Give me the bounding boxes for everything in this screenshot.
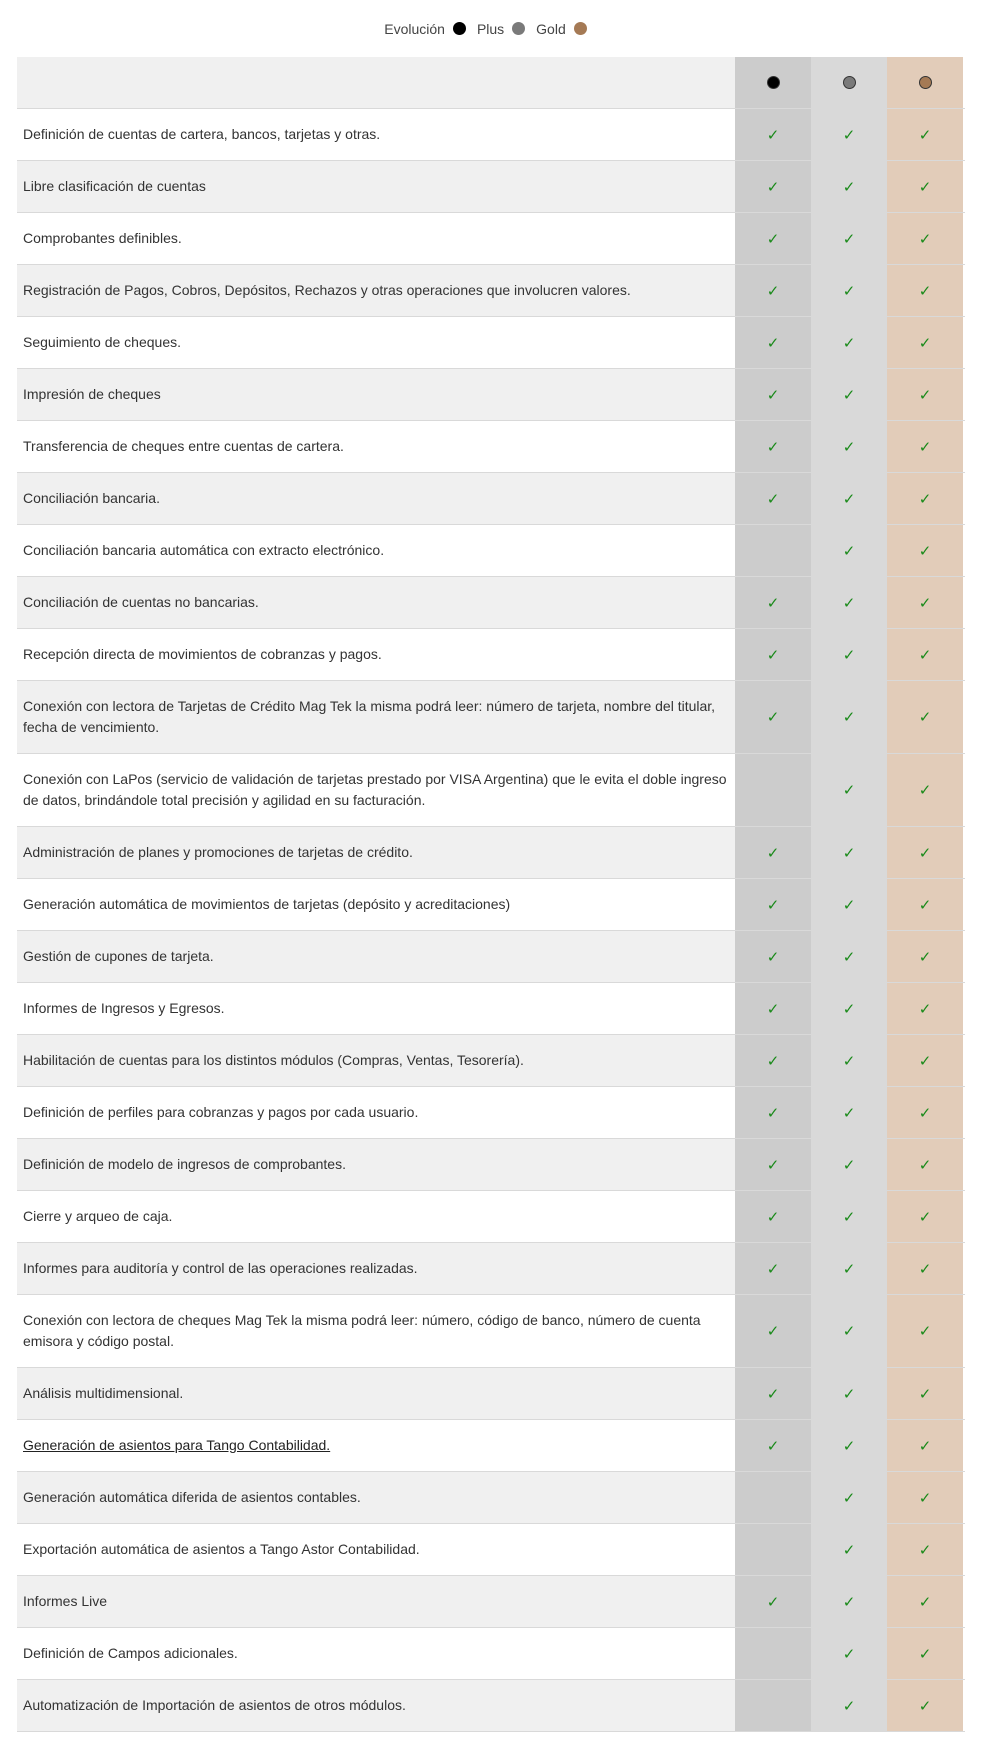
check-icon: ✓ — [918, 1260, 932, 1278]
gold-cell — [887, 1087, 963, 1138]
evolucion-cell — [735, 1139, 811, 1190]
feature-label: Informes Live — [23, 1593, 108, 1609]
gold-cell — [887, 1035, 963, 1086]
check-icon: ✓ — [842, 438, 856, 456]
table-row — [17, 1576, 965, 1628]
evolucion-cell — [735, 1191, 811, 1242]
gold-cell — [887, 1628, 963, 1679]
feature-label-cell — [17, 577, 735, 628]
plus-cell — [811, 1420, 887, 1471]
evolucion-cell — [735, 1680, 811, 1731]
evolucion-cell — [735, 161, 811, 212]
feature-label-cell — [17, 931, 735, 982]
feature-label-cell — [17, 1420, 735, 1471]
check-icon: ✓ — [918, 1437, 932, 1455]
plus-cell — [811, 983, 887, 1034]
gold-cell — [887, 265, 963, 316]
check-icon: ✓ — [766, 1260, 780, 1278]
check-icon: ✓ — [918, 178, 932, 196]
feature-label: Informes para auditoría y control de las operaciones realizadas. — [23, 1260, 418, 1276]
check-icon: ✓ — [766, 1000, 780, 1018]
table-row — [17, 369, 965, 421]
feature-label: Informes de Ingresos y Egresos. — [23, 1000, 225, 1016]
evolucion-cell — [735, 879, 811, 930]
check-icon: ✓ — [842, 542, 856, 560]
table-row — [17, 754, 965, 827]
gold-cell — [887, 1139, 963, 1190]
check-icon: ✓ — [918, 844, 932, 862]
header-plus-cell — [811, 57, 887, 108]
check-icon: ✓ — [766, 844, 780, 862]
plus-cell — [811, 213, 887, 264]
plus-cell — [811, 827, 887, 878]
feature-label: Conexión con lectora de Tarjetas de Crédito Mag Tek la misma podrá leer: número de tarjeta, nombre del titular, fecha de vencimiento. — [23, 698, 716, 735]
check-icon: ✓ — [766, 1593, 780, 1611]
evolucion-cell — [735, 213, 811, 264]
check-icon: ✓ — [766, 594, 780, 612]
plus-cell — [811, 1243, 887, 1294]
feature-label: Generación automática diferida de asientos contables. — [23, 1489, 361, 1505]
feature-label-cell — [17, 1576, 735, 1627]
check-icon: ✓ — [918, 1104, 932, 1122]
plus-cell — [811, 1524, 887, 1575]
check-icon: ✓ — [842, 1156, 856, 1174]
feature-label-cell — [17, 213, 735, 264]
check-icon: ✓ — [918, 1697, 932, 1715]
feature-label: Conciliación bancaria automática con extracto electrónico. — [23, 542, 385, 558]
plus-cell — [811, 754, 887, 826]
table-row — [17, 1295, 965, 1368]
table-row — [17, 629, 965, 681]
check-icon: ✓ — [918, 386, 932, 404]
feature-label: Cierre y arqueo de caja. — [23, 1208, 173, 1224]
evolucion-dot-icon — [767, 76, 780, 89]
feature-label: Definición de modelo de ingresos de comprobantes. — [23, 1156, 346, 1172]
check-icon: ✓ — [842, 1541, 856, 1559]
plus-cell — [811, 1576, 887, 1627]
check-icon: ✓ — [918, 948, 932, 966]
check-icon: ✓ — [766, 438, 780, 456]
evolucion-cell — [735, 1035, 811, 1086]
plus-cell — [811, 1295, 887, 1367]
gold-cell — [887, 983, 963, 1034]
evolucion-cell — [735, 577, 811, 628]
check-icon: ✓ — [842, 709, 856, 726]
gold-dot-icon — [574, 22, 587, 35]
plus-cell — [811, 879, 887, 930]
check-icon: ✓ — [842, 1052, 856, 1070]
check-icon: ✓ — [766, 178, 780, 196]
evolucion-cell — [735, 827, 811, 878]
gold-cell — [887, 681, 963, 753]
feature-label-cell — [17, 1243, 735, 1294]
plus-cell — [811, 1472, 887, 1523]
table-row — [17, 1472, 965, 1524]
plus-dot-icon — [843, 76, 856, 89]
feature-label: Gestión de cupones de tarjeta. — [23, 948, 214, 964]
gold-cell — [887, 473, 963, 524]
feature-label: Generación automática de movimientos de tarjetas (depósito y acreditaciones) — [23, 896, 511, 912]
feature-label: Exportación automática de asientos a Tango Astor Contabilidad. — [23, 1541, 420, 1557]
table-row — [17, 1420, 965, 1472]
evolucion-cell — [735, 754, 811, 826]
check-icon: ✓ — [766, 1437, 780, 1455]
check-icon: ✓ — [842, 1697, 856, 1715]
table-header-row — [17, 57, 965, 109]
plus-cell — [811, 109, 887, 160]
check-icon: ✓ — [918, 1208, 932, 1226]
legend-label-evolucion: Evolución — [384, 20, 445, 37]
feature-label-cell — [17, 827, 735, 878]
table-row — [17, 1243, 965, 1295]
check-icon: ✓ — [918, 230, 932, 248]
feature-label-cell — [17, 681, 735, 753]
gold-cell — [887, 1243, 963, 1294]
feature-label-cell — [17, 879, 735, 930]
feature-label-cell — [17, 421, 735, 472]
check-icon: ✓ — [918, 1593, 932, 1611]
table-row — [17, 1139, 965, 1191]
feature-label-cell — [17, 369, 735, 420]
table-row — [17, 109, 965, 161]
feature-label-cell — [17, 1680, 735, 1731]
feature-label-cell — [17, 1524, 735, 1575]
feature-label-cell — [17, 1139, 735, 1190]
check-icon: ✓ — [842, 178, 856, 196]
feature-label-cell — [17, 161, 735, 212]
evolucion-cell — [735, 1628, 811, 1679]
check-icon: ✓ — [842, 282, 856, 300]
gold-cell — [887, 525, 963, 576]
feature-label-cell — [17, 1295, 735, 1367]
evolucion-cell — [735, 109, 811, 160]
check-icon: ✓ — [842, 1645, 856, 1663]
evolucion-cell — [735, 265, 811, 316]
check-icon: ✓ — [842, 334, 856, 352]
gold-cell — [887, 1472, 963, 1523]
feature-label-cell — [17, 1368, 735, 1419]
plus-cell — [811, 265, 887, 316]
table-row — [17, 317, 965, 369]
evolucion-cell — [735, 1368, 811, 1419]
check-icon: ✓ — [766, 646, 780, 664]
gold-cell — [887, 1524, 963, 1575]
feature-label-cell — [17, 525, 735, 576]
evolucion-cell — [735, 629, 811, 680]
plus-cell — [811, 369, 887, 420]
gold-cell — [887, 161, 963, 212]
plus-cell — [811, 421, 887, 472]
table-row — [17, 1087, 965, 1139]
feature-label: Impresión de cheques — [23, 386, 161, 402]
check-icon: ✓ — [766, 1385, 780, 1403]
evolucion-cell — [735, 1524, 811, 1575]
feature-link[interactable]: Generación de asientos para Tango Contabilidad. — [23, 1437, 331, 1453]
table-row — [17, 827, 965, 879]
table-row — [17, 161, 965, 213]
legend-label-gold: Gold — [536, 20, 566, 37]
check-icon: ✓ — [842, 1323, 856, 1340]
evolucion-cell — [735, 369, 811, 420]
check-icon: ✓ — [766, 709, 780, 726]
plus-cell — [811, 629, 887, 680]
table-row — [17, 1191, 965, 1243]
gold-cell — [887, 1680, 963, 1731]
table-row — [17, 265, 965, 317]
check-icon: ✓ — [918, 282, 932, 300]
feature-label-cell — [17, 1035, 735, 1086]
feature-comparison-table — [17, 57, 965, 1732]
feature-label: Comprobantes definibles. — [23, 230, 182, 246]
check-icon: ✓ — [766, 948, 780, 966]
feature-label: Seguimiento de cheques. — [23, 334, 181, 350]
check-icon: ✓ — [766, 230, 780, 248]
legend-label-plus: Plus — [476, 20, 505, 37]
check-icon: ✓ — [918, 594, 932, 612]
check-icon: ✓ — [766, 386, 780, 404]
gold-cell — [887, 577, 963, 628]
feature-label-cell — [17, 265, 735, 316]
gold-cell — [887, 1191, 963, 1242]
check-icon: ✓ — [766, 126, 780, 144]
table-row — [17, 577, 965, 629]
plus-cell — [811, 931, 887, 982]
check-icon: ✓ — [918, 1000, 932, 1018]
check-icon: ✓ — [842, 1385, 856, 1403]
gold-cell — [887, 213, 963, 264]
gold-cell — [887, 1295, 963, 1367]
check-icon: ✓ — [766, 1156, 780, 1174]
feature-label-cell — [17, 109, 735, 160]
plus-cell — [811, 681, 887, 753]
feature-label-cell — [17, 629, 735, 680]
check-icon: ✓ — [918, 490, 932, 508]
feature-label: Conciliación de cuentas no bancarias. — [23, 594, 259, 610]
plus-cell — [811, 161, 887, 212]
header-gold-cell — [887, 57, 963, 108]
check-icon: ✓ — [842, 1489, 856, 1507]
feature-label: Libre clasificación de cuentas — [23, 178, 206, 194]
check-icon: ✓ — [918, 896, 932, 914]
feature-label: Administración de planes y promociones de tarjetas de crédito. — [23, 844, 413, 860]
feature-label: Habilitación de cuentas para los distintos módulos (Compras, Ventas, Tesorería). — [23, 1052, 524, 1068]
feature-label: Automatización de Importación de asientos de otros módulos. — [23, 1697, 406, 1713]
check-icon: ✓ — [918, 782, 932, 799]
check-icon: ✓ — [842, 1593, 856, 1611]
check-icon: ✓ — [918, 1052, 932, 1070]
table-row — [17, 473, 965, 525]
evolucion-cell — [735, 317, 811, 368]
check-icon: ✓ — [842, 1104, 856, 1122]
check-icon: ✓ — [918, 646, 932, 664]
check-icon: ✓ — [766, 1208, 780, 1226]
plus-cell — [811, 317, 887, 368]
feature-label-cell — [17, 1472, 735, 1523]
gold-cell — [887, 879, 963, 930]
check-icon: ✓ — [918, 438, 932, 456]
table-row — [17, 681, 965, 754]
check-icon: ✓ — [918, 1489, 932, 1507]
check-icon: ✓ — [842, 594, 856, 612]
feature-label-cell — [17, 473, 735, 524]
check-icon: ✓ — [918, 1645, 932, 1663]
legend-gold — [536, 21, 598, 37]
check-icon: ✓ — [766, 1323, 780, 1340]
evolucion-cell — [735, 1420, 811, 1471]
table-row — [17, 1524, 965, 1576]
check-icon: ✓ — [842, 1437, 856, 1455]
plus-cell — [811, 1087, 887, 1138]
check-icon: ✓ — [842, 782, 856, 799]
legend-plus — [477, 21, 536, 37]
evolucion-cell — [735, 1243, 811, 1294]
plus-cell — [811, 577, 887, 628]
feature-label-cell — [17, 317, 735, 368]
check-icon: ✓ — [842, 386, 856, 404]
table-row — [17, 1680, 965, 1732]
check-icon: ✓ — [842, 948, 856, 966]
evolucion-cell — [735, 473, 811, 524]
feature-label: Recepción directa de movimientos de cobranzas y pagos. — [23, 646, 382, 662]
check-icon: ✓ — [842, 1208, 856, 1226]
check-icon: ✓ — [842, 230, 856, 248]
feature-label: Análisis multidimensional. — [23, 1385, 184, 1401]
feature-label: Conciliación bancaria. — [23, 490, 160, 506]
gold-cell — [887, 1576, 963, 1627]
plus-cell — [811, 1680, 887, 1731]
evolucion-cell — [735, 1576, 811, 1627]
check-icon: ✓ — [842, 1260, 856, 1278]
evolucion-cell — [735, 1087, 811, 1138]
feature-label: Definición de cuentas de cartera, bancos, tarjetas y otras. — [23, 126, 381, 142]
check-icon: ✓ — [918, 1541, 932, 1559]
plus-cell — [811, 525, 887, 576]
plus-cell — [811, 1628, 887, 1679]
check-icon: ✓ — [766, 490, 780, 508]
table-row — [17, 879, 965, 931]
feature-label-cell — [17, 1191, 735, 1242]
check-icon: ✓ — [842, 1000, 856, 1018]
gold-cell — [887, 1368, 963, 1419]
table-row — [17, 1628, 965, 1680]
plus-cell — [811, 1139, 887, 1190]
check-icon: ✓ — [918, 1385, 932, 1403]
feature-label: Registración de Pagos, Cobros, Depósitos, Rechazos y otras operaciones que involucren valores. — [23, 282, 631, 298]
check-icon: ✓ — [842, 126, 856, 144]
feature-label: Conexión con LaPos (servicio de validación de tarjetas prestado por VISA Argentina) que le evita el doble ingreso de datos, brindándole total precisión y agilidad en su facturación. — [23, 771, 727, 808]
feature-label: Definición de Campos adicionales. — [23, 1645, 238, 1661]
check-icon: ✓ — [918, 1323, 932, 1340]
feature-label: Transferencia de cheques entre cuentas de cartera. — [23, 438, 344, 454]
plus-cell — [811, 1368, 887, 1419]
evolucion-cell — [735, 931, 811, 982]
plus-cell — [811, 1191, 887, 1242]
table-row — [17, 1035, 965, 1087]
feature-label-cell — [17, 1628, 735, 1679]
gold-cell — [887, 1420, 963, 1471]
table-row — [17, 1368, 965, 1420]
check-icon: ✓ — [918, 542, 932, 560]
evolucion-cell — [735, 681, 811, 753]
evolucion-cell — [735, 1295, 811, 1367]
legend-evolucion — [384, 21, 477, 37]
check-icon: ✓ — [918, 126, 932, 144]
check-icon: ✓ — [842, 646, 856, 664]
evolucion-cell — [735, 983, 811, 1034]
gold-cell — [887, 317, 963, 368]
check-icon: ✓ — [766, 282, 780, 300]
gold-cell — [887, 421, 963, 472]
gold-cell — [887, 629, 963, 680]
table-row — [17, 931, 965, 983]
feature-label-cell — [17, 983, 735, 1034]
gold-cell — [887, 827, 963, 878]
plus-dot-icon — [512, 22, 525, 35]
feature-label-cell — [17, 754, 735, 826]
check-icon: ✓ — [766, 1104, 780, 1122]
check-icon: ✓ — [918, 709, 932, 726]
evolucion-cell — [735, 1472, 811, 1523]
check-icon: ✓ — [766, 1052, 780, 1070]
check-icon: ✓ — [842, 490, 856, 508]
gold-cell — [887, 369, 963, 420]
check-icon: ✓ — [918, 334, 932, 352]
table-row — [17, 525, 965, 577]
table-row — [17, 421, 965, 473]
feature-label: Conexión con lectora de cheques Mag Tek la misma podrá leer: número, código de banco, número de cuenta emisora y código postal. — [23, 1312, 701, 1349]
gold-cell — [887, 109, 963, 160]
plan-legend — [0, 0, 982, 57]
table-row — [17, 213, 965, 265]
plus-cell — [811, 1035, 887, 1086]
check-icon: ✓ — [766, 334, 780, 352]
plus-cell — [811, 473, 887, 524]
check-icon: ✓ — [842, 896, 856, 914]
gold-cell — [887, 754, 963, 826]
header-feature-cell — [17, 57, 735, 108]
header-evolucion-cell — [735, 57, 811, 108]
evolucion-dot-icon — [453, 22, 466, 35]
gold-dot-icon — [919, 76, 932, 89]
check-icon: ✓ — [918, 1156, 932, 1174]
feature-label-cell — [17, 1087, 735, 1138]
table-row — [17, 983, 965, 1035]
evolucion-cell — [735, 525, 811, 576]
check-icon: ✓ — [766, 896, 780, 914]
feature-label: Definición de perfiles para cobranzas y pagos por cada usuario. — [23, 1104, 419, 1120]
check-icon: ✓ — [842, 844, 856, 862]
gold-cell — [887, 931, 963, 982]
evolucion-cell — [735, 421, 811, 472]
